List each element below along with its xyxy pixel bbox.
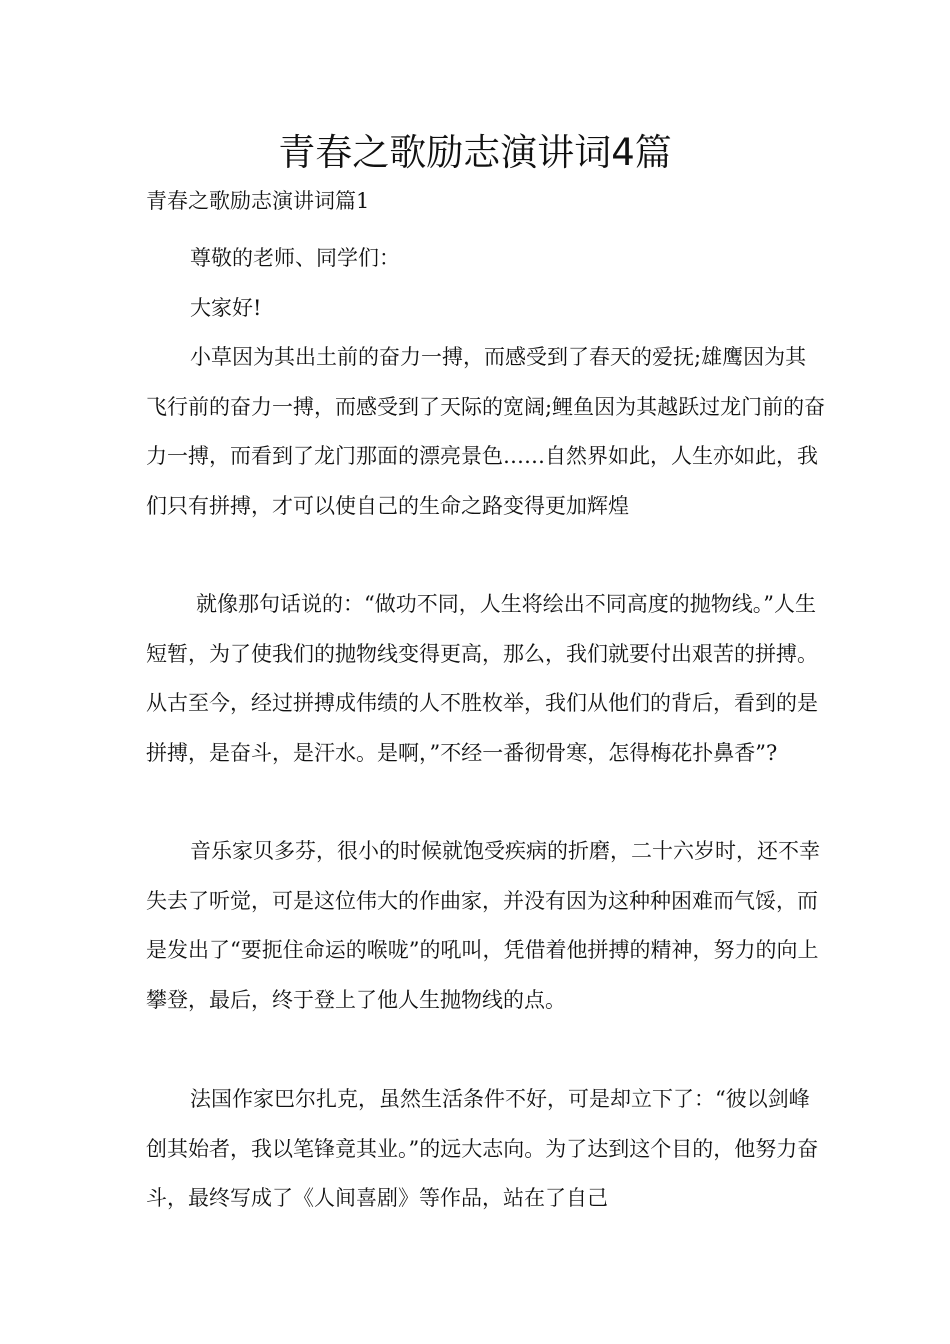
paragraph-hello: 大家好!	[190, 296, 262, 320]
document-title: 青春之歌励志演讲词4篇	[278, 131, 672, 174]
paragraph-3: 音乐家贝多芬，很小的时候就饱受疾病的折磨，二十六岁时，还不幸失去了听觉，可是这位伟大的作曲家，并没有因为这种种困难而气馁，而是发出了“要扼住命运的喉咙”的吼叫，凭借着他拼搏的精神，努力的向上攀登，最后，终于登上了他人生抛物线的点。	[146, 839, 820, 1012]
paragraph-2: 就像那句话说的：“做功不同，人生将绘出不同高度的抛物线。”人生短暂，为了使我们的抛物线变得更高，那么，我们就要付出艰苦的拼搏。从古至今，经过拼搏成伟绩的人不胜枚举，我们从他们的背后，看到的是拼搏，是奋斗，是汗水。是啊，”不经一番彻骨寒，怎得梅花扑鼻香”?	[146, 592, 818, 765]
section-heading: 青春之歌励志演讲词篇1	[146, 189, 370, 213]
paragraph-4: 法国作家巴尔扎克，虽然生活条件不好，可是却立下了：“彼以剑峰创其始者，我以笔锋竟其业。”的远大志向。为了达到这个目的，他努力奋斗，最终写成了《人间喜剧》等作品，站在了自己	[146, 1087, 819, 1210]
paragraph-greeting: 尊敬的老师、同学们：	[190, 246, 400, 270]
paragraph-1: 小草因为其出土前的奋力一搏，而感受到了春天的爱抚;雄鹰因为其飞行前的奋力一搏，而感受到了天际的宽阔;鲤鱼因为其越跃过龙门前的奋力一搏，而看到了龙门那面的漂亮景色……自然界如此，人生亦如此，我们只有拼搏，才可以使自己的生命之路变得更加辉煌	[146, 345, 826, 518]
